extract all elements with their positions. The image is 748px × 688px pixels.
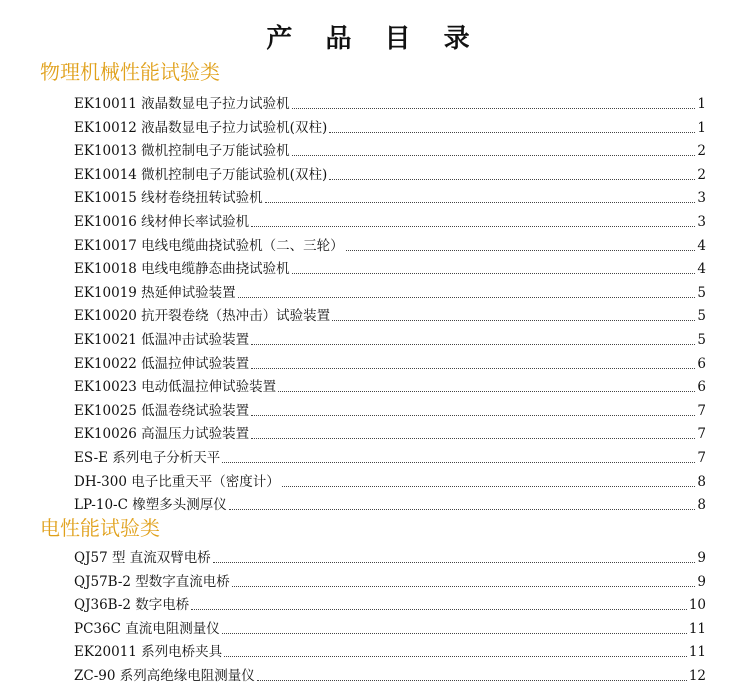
toc-entry[interactable] — [74, 615, 706, 637]
dot-leader — [191, 609, 687, 610]
dot-leader — [292, 273, 696, 274]
dot-leader — [229, 509, 696, 510]
toc-entry-label: EK10023 电动低温拉伸试验装置 — [74, 379, 277, 396]
toc-entry-page-number: 10 — [688, 597, 706, 614]
toc-entry-page-number: 7 — [697, 450, 706, 466]
toc-entry-page-number: 11 — [688, 620, 706, 637]
toc-entry-page-number: 9 — [697, 550, 706, 566]
dot-leader — [265, 202, 696, 203]
toc-entry[interactable] — [74, 638, 706, 660]
toc-entry[interactable] — [74, 444, 706, 466]
toc-entry[interactable] — [74, 420, 706, 442]
toc-entry-label: EK10021 低温冲击试验装置 — [74, 332, 250, 348]
toc-entry-label: EK10011 液晶数显电子拉力试验机 — [74, 96, 290, 112]
toc-entry-page-number: 5 — [697, 308, 706, 325]
toc-entry-label: EK10018 电线电缆静态曲挠试验机 — [74, 261, 290, 278]
toc-entry-label: QJ57 型 直流双臂电桥 — [74, 550, 211, 566]
toc-entry[interactable] — [74, 161, 706, 183]
dot-leader — [238, 297, 696, 298]
toc-entry-label: EK10022 低温拉伸试验装置 — [74, 355, 250, 372]
toc-entry[interactable] — [74, 373, 706, 395]
toc-entry[interactable] — [74, 468, 706, 490]
toc-entry-page-number: 4 — [697, 261, 706, 278]
toc-entry[interactable] — [74, 90, 706, 112]
toc-entry-page-number: 6 — [697, 355, 706, 372]
dot-leader — [251, 226, 695, 227]
dot-leader — [251, 344, 695, 345]
dot-leader — [222, 633, 687, 634]
toc-entry-page-number: 1 — [697, 119, 706, 136]
toc-entry[interactable] — [74, 232, 706, 254]
toc-entry-label: EK10016 线材伸长率试验机 — [74, 214, 250, 230]
dot-leader — [251, 368, 695, 369]
toc-entry-page-number: 6 — [697, 379, 706, 396]
toc-entry-label: EK10013 微机控制电子万能试验机 — [74, 143, 290, 160]
toc-entry-page-number: 5 — [697, 332, 706, 348]
toc-entry-page-number: 8 — [697, 473, 706, 490]
toc-entry-page-number: 4 — [697, 237, 706, 254]
toc-entry-page-number: 3 — [697, 214, 706, 230]
toc-entry-label: PC36C 直流电阻测量仪 — [74, 620, 220, 637]
section-heading: 物理机械性能试验类 — [40, 60, 220, 84]
dot-leader — [346, 250, 696, 251]
toc-entry-label: ES-E 系列电子分析天平 — [74, 450, 221, 466]
dot-leader — [329, 179, 695, 180]
toc-entry-page-number: 7 — [697, 402, 706, 419]
toc-entry-label: QJ57B-2 型数字直流电桥 — [74, 573, 230, 590]
toc-entry-label: EK10019 热延伸试验装置 — [74, 284, 236, 301]
dot-leader — [282, 486, 696, 487]
toc-entry-label: EK10017 电线电缆曲挠试验机（二、三轮） — [74, 237, 344, 254]
toc-entry-label: QJ36B-2 数字电桥 — [74, 597, 190, 614]
toc-entry-page-number: 12 — [688, 668, 706, 684]
dot-leader — [213, 562, 696, 563]
dot-leader — [292, 155, 696, 156]
toc-entry[interactable] — [74, 279, 706, 301]
dot-leader — [222, 462, 695, 463]
toc-entry[interactable] — [74, 184, 706, 206]
dot-leader — [292, 108, 696, 109]
toc-entry-page-number: 7 — [697, 426, 706, 443]
toc-entry[interactable] — [74, 255, 706, 277]
toc-entry-label: EK10014 微机控制电子万能试验机(双柱) — [74, 166, 328, 183]
toc-entry-page-number: 2 — [697, 166, 706, 183]
toc-entry-label: EK10025 低温卷绕试验装置 — [74, 402, 250, 419]
dot-leader — [251, 415, 695, 416]
toc-entry-label: EK20011 系列电桥夹具 — [74, 644, 223, 661]
dot-leader — [278, 391, 695, 392]
toc-entry-label: EK10026 高温压力试验装置 — [74, 426, 250, 443]
toc-entry[interactable] — [74, 397, 706, 419]
toc-entry-page-number: 8 — [697, 497, 706, 514]
dot-leader — [332, 320, 695, 321]
toc-entry-page-number: 11 — [688, 644, 706, 661]
toc-entry[interactable] — [74, 568, 706, 590]
toc-entry-label: LP-10-C 橡塑多头测厚仪 — [74, 497, 227, 514]
toc-entry-page-number: 9 — [697, 573, 706, 590]
toc-entry-page-number: 5 — [697, 284, 706, 301]
toc-entry[interactable] — [74, 137, 706, 159]
toc-entry-label: ZC-90 系列高绝缘电阻测量仪 — [74, 668, 255, 684]
toc-entry[interactable] — [74, 591, 706, 613]
dot-leader — [329, 132, 695, 133]
dot-leader — [224, 656, 687, 657]
toc-entry-page-number: 3 — [697, 190, 706, 207]
dot-leader — [251, 438, 695, 439]
toc-entry[interactable] — [74, 544, 706, 566]
toc-entry[interactable] — [74, 491, 706, 513]
toc-entry-page-number: 2 — [697, 143, 706, 160]
section-heading: 电性能试验类 — [40, 516, 160, 540]
toc-entry[interactable] — [74, 662, 706, 684]
toc-entry[interactable] — [74, 302, 706, 324]
toc-entry[interactable] — [74, 350, 706, 372]
toc-entry-label: EK10015 线材卷绕扭转试验机 — [74, 190, 263, 207]
dot-leader — [257, 680, 687, 681]
toc-entry-page-number: 1 — [697, 96, 706, 112]
toc-entry-label: DH-300 电子比重天平（密度计） — [74, 473, 280, 490]
toc-entry-label: EK10020 抗开裂卷绕（热冲击）试验装置 — [74, 308, 331, 325]
toc-entry[interactable] — [74, 326, 706, 348]
toc-entry-label: EK10012 液晶数显电子拉力试验机(双柱) — [74, 119, 328, 136]
toc-entry[interactable] — [74, 114, 706, 136]
toc-entry[interactable] — [74, 208, 706, 230]
page-title: 产 品 目 录 — [266, 24, 482, 54]
dot-leader — [232, 586, 696, 587]
